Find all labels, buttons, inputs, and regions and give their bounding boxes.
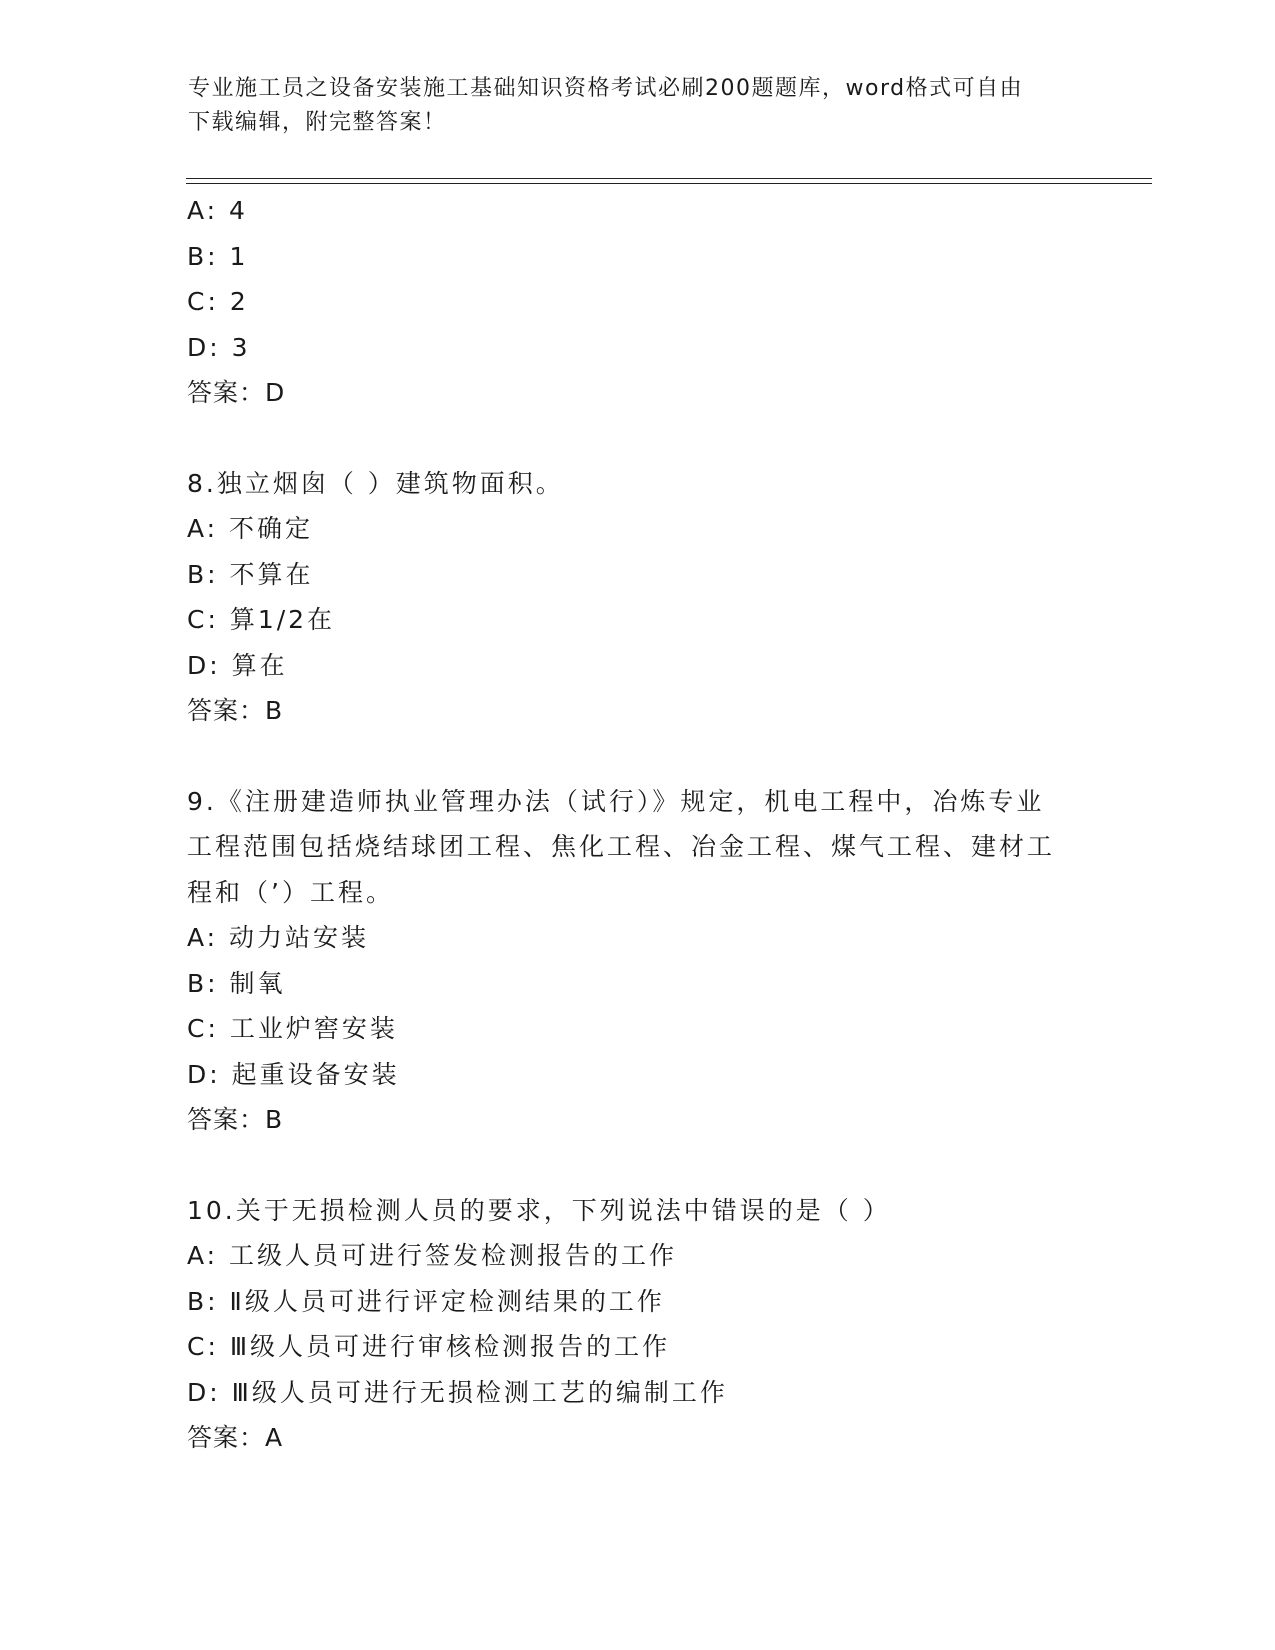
option-d: D: 3 [187, 332, 251, 362]
option-d: D: 算在 [187, 650, 288, 680]
option-d: D: Ⅲ级人员可进行无损检测工艺的编制工作 [187, 1377, 728, 1407]
option-c: C: Ⅲ级人员可进行审核检测报告的工作 [187, 1332, 671, 1361]
option-c: C: 算1/2在 [187, 605, 336, 634]
answer-line: 答案：B [187, 696, 284, 725]
document-body [187, 188, 1087, 1461]
question-block-8 [187, 461, 1087, 734]
question-block-10 [187, 1188, 1087, 1461]
option-a: A: 不确定 [187, 514, 314, 543]
option-a: A: 工级人员可进行签发检测报告的工作 [187, 1241, 678, 1270]
option-b: B: 不算在 [187, 559, 314, 589]
question-block-7 [187, 188, 1087, 416]
option-b: B: Ⅱ级人员可进行评定检测结果的工作 [187, 1286, 665, 1316]
option-c: C: 工业炉窖安装 [187, 1014, 398, 1043]
header-rule-bottom [186, 183, 1152, 184]
question-text: 8.独立烟囱（ ）建筑物面积。 [187, 468, 564, 498]
answer-line: 答案：A [187, 1423, 284, 1452]
question-text: 10.关于无损检测人员的要求，下列说法中错误的是（ ） [187, 1195, 891, 1225]
option-b: B: 制氧 [187, 968, 286, 998]
answer-line: 答案：B [187, 1105, 284, 1134]
answer-line: 答案：D [187, 378, 286, 407]
document-header: 专业施工员之设备安装施工基础知识资格考试必刷200题题库，word格式可自由 下载编辑，附完整答案！ [188, 76, 1024, 135]
question-block-9 [187, 779, 1087, 1143]
option-c: C: 2 [187, 287, 249, 316]
option-a: A: 动力站安装 [187, 923, 370, 952]
option-a: A: 4 [187, 196, 248, 225]
option-d: D: 起重设备安装 [187, 1059, 400, 1089]
option-b: B: 1 [187, 241, 249, 271]
header-rule-top [186, 178, 1152, 179]
question-text: 9.《注册建造师执业管理办法（试行）》规定，机电工程中，冶炼专业工程范围包括烧结球团工程、焦化工程、冶金工程、煤气工程、建材工程和（’）工程。 [187, 786, 1056, 907]
